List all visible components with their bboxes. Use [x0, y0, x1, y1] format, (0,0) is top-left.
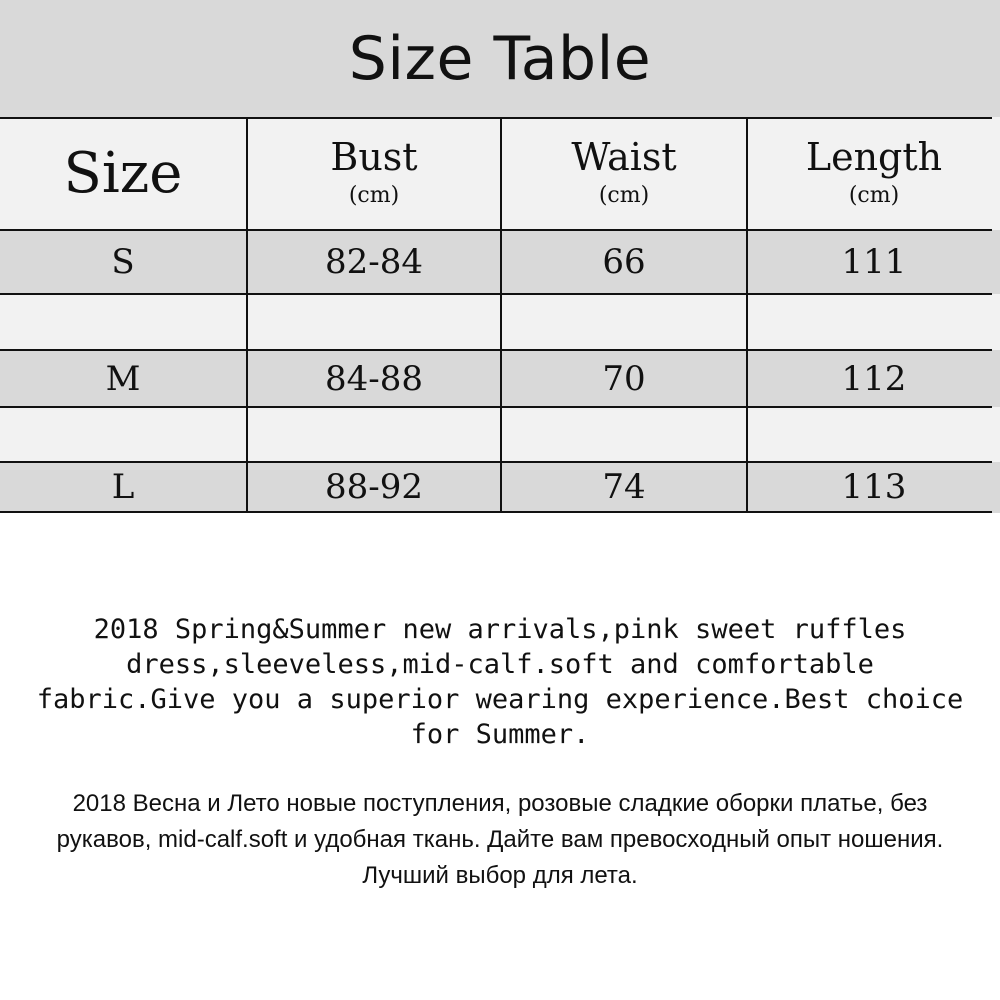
length-header-cell — [748, 117, 1000, 229]
bust-cell: 84-88 — [324, 358, 423, 399]
waist-header-cell — [502, 117, 746, 229]
bust-unit: (cm) — [348, 182, 400, 208]
size-header: Size — [63, 140, 183, 206]
size-cell: L — [111, 467, 135, 507]
grid-line — [0, 293, 992, 295]
size-table — [0, 117, 1000, 513]
bust-cell: 82-84 — [324, 242, 423, 282]
waist-cell: 66 — [602, 242, 646, 282]
waist-header: Waist — [571, 134, 677, 179]
length-cell: 112 — [841, 358, 907, 399]
length-header: Length — [805, 134, 943, 179]
size-cell: S — [111, 242, 135, 282]
size-header-cell — [0, 117, 246, 229]
bust-cell: 88-92 — [324, 467, 423, 507]
grid-line — [0, 406, 992, 408]
bust-header-cell — [248, 117, 500, 229]
waist-unit: (cm) — [598, 182, 650, 208]
waist-cell: 74 — [602, 467, 646, 507]
size-cell: M — [105, 358, 141, 399]
waist-cell: 70 — [602, 358, 646, 399]
grid-line — [0, 511, 992, 513]
page-title: Size Table — [348, 23, 652, 94]
title-bar — [0, 0, 1000, 117]
description-russian: 2018 Весна и Лето новые поступления, розовые сладкие оборки платье, без рукавов, mid-calf.soft и удобная ткань. Дайте вам превосходный опыт ношения. Лучший выбор для лета. — [56, 790, 944, 889]
length-cell: 113 — [841, 467, 907, 507]
bust-header: Bust — [330, 134, 418, 179]
description-english: 2018 Spring&Summer new arrivals,pink sweet ruffles dress,sleeveless,mid-calf.soft and comfortable fabric.Give you a superior wearing experience.Best choice for Summer. — [36, 614, 964, 750]
length-unit: (cm) — [848, 182, 900, 208]
length-cell: 111 — [841, 242, 907, 282]
